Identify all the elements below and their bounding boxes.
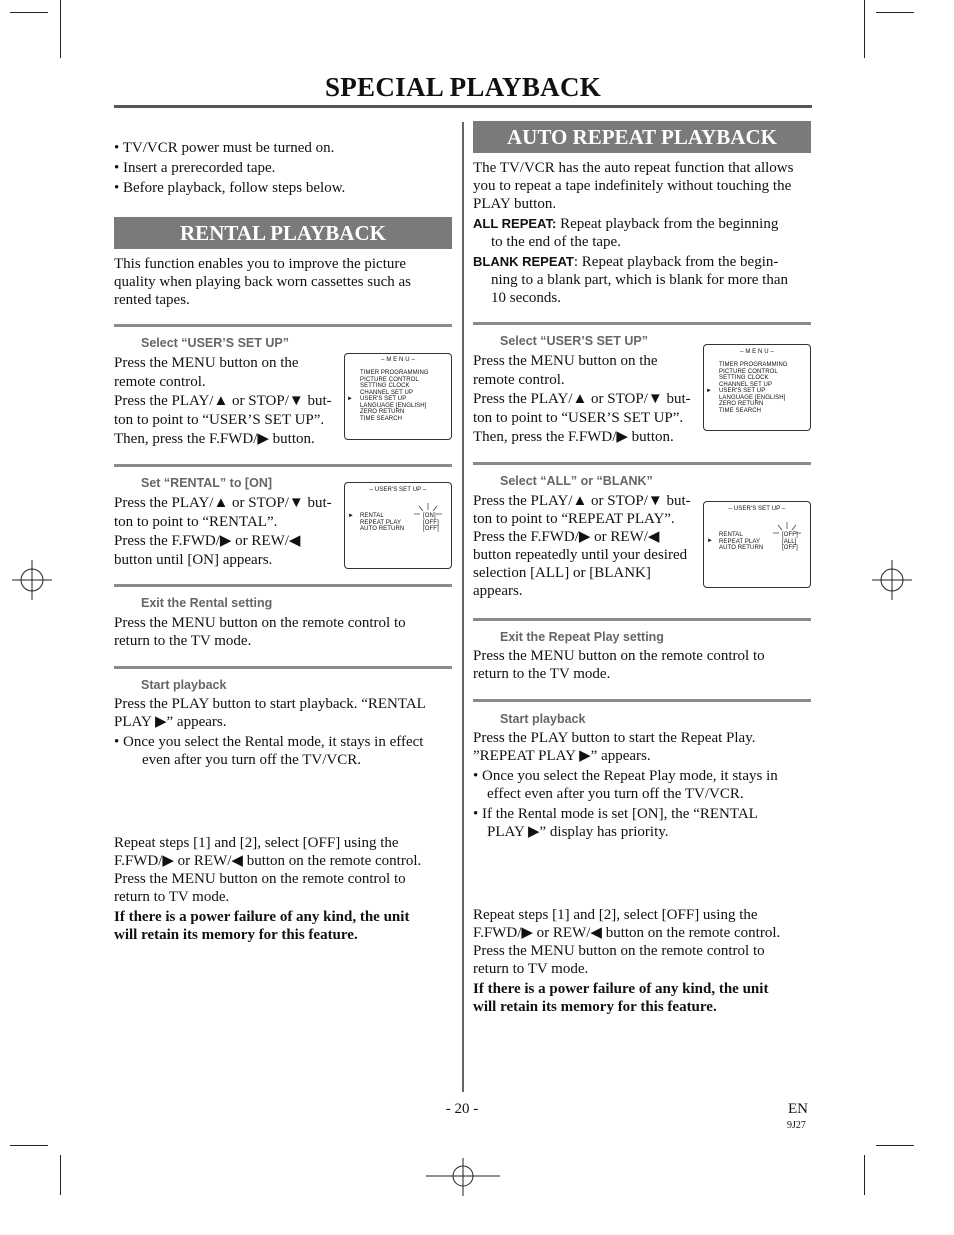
step-divider [114,584,452,587]
setup-title: – USER'S SET UP – [728,506,786,512]
setup-values: [ON] [OFF] [OFF] [423,513,439,532]
setup-values: [OFF] [ALL] [OFF] [782,532,798,551]
step-divider [114,464,452,467]
step-heading: Select “USER’S SET UP” [141,336,289,350]
setup-screen [703,501,811,588]
crop-mark [10,1145,48,1146]
setup-screen [344,482,452,569]
intro-bullets [114,138,444,198]
setup-title: – USER'S SET UP – [369,487,427,493]
step-text: Press the PLAY/▲ or STOP/▼ but- ton to point to “REPEAT PLAY”. Press the F.FWD/▶ or REW/◀ button repeatedly until your desired selection [ALL] or [BLANK] appears. [473,493,691,599]
blink-icon [413,503,443,525]
language-code: EN [788,1101,808,1117]
step-text: Press the PLAY/▲ or STOP/▼ but- ton to point to “RENTAL”. Press the F.FWD/▶ or REW/◀ button until [ON] appears. [114,495,332,568]
step-divider [114,666,452,669]
step-heading: Select “ALL” or “BLANK” [500,474,653,488]
step-divider [473,699,811,702]
crop-mark [876,1145,914,1146]
bullet-item: • TV/VCR power must be turned on. [114,140,335,156]
menu-screen [703,344,811,431]
step-text: Press the MENU button on the remote control. Press the PLAY/▲ or STOP/▼ but- ton to point to “USER’S SET UP”. Then, press the F.FWD/▶ button. [473,353,691,445]
menu-title: – M E N U – [740,349,774,355]
step-divider [473,618,811,621]
step-heading: Start playback [500,712,586,726]
step-heading: Start playback [141,678,227,692]
page-number: - 20 - [445,1101,479,1117]
step-divider [114,324,452,327]
cursor-icon: ► [706,388,713,394]
page-title: SPECIAL PLAYBACK [324,72,602,102]
cursor-icon: ► [347,396,354,402]
cancel-text: Repeat steps [1] and [2], select [OFF] using the F.FWD/▶ or REW/◀ button on the remote control. Press the MENU button on the remote control to return to TV mode. [114,835,422,905]
setup-list: RENTAL REPEAT PLAY AUTO RETURN [719,532,764,551]
menu-list: TIMER PROGRAMMING PICTURE CONTROL SETTING CLOCK CHANNEL SET UP USER'S SET UP LANGUAGE [ENGLISH] ZERO RETURN TIME SEARCH [719,362,788,414]
step-text: Press the PLAY button to start the Repeat Play. ”REPEAT PLAY ▶” appears. • Once you select the Repeat Play mode, it stays in effect even after you turn off the TV/VCR. • If the Rental mode is set [ON], the “RENTAL PLAY ▶” display has priority. [473,730,778,840]
rental-intro: This function enables you to improve the picture quality when playing back worn cassettes such as rented tapes. [114,256,412,308]
step-heading: Select “USER’S SET UP” [500,334,648,348]
all-repeat-label: ALL REPEAT: [473,216,557,231]
bullet-item: • Before playback, follow steps below. [114,180,346,196]
crop-mark [864,0,865,58]
step-heading: Set “RENTAL” to [ON] [141,476,273,490]
step-text: Press the MENU button on the remote control to return to the TV mode. [114,615,406,649]
crop-mark [60,0,61,58]
cancel-text: Repeat steps [1] and [2], select [OFF] using the F.FWD/▶ or REW/◀ button on the remote control. Press the MENU button on the remote control to return to TV mode. [473,907,781,977]
registration-mark-icon [872,560,912,600]
menu-list: TIMER PROGRAMMING PICTURE CONTROL SETTING CLOCK CHANNEL SET UP USER'S SET UP LANGUAGE [ENGLISH] ZERO RETURN TIME SEARCH [360,370,429,422]
step-text: Press the MENU button on the remote control to return to the TV mode. [473,648,765,682]
blank-repeat-def: BLANK REPEAT: Repeat playback from the begin- ning to a blank part, which is blank for more than 10 seconds. [473,254,789,306]
menu-screen [344,353,452,440]
column-divider [462,122,464,1092]
crop-mark [60,1155,61,1195]
crop-mark [876,12,914,13]
power-note: If there is a power failure of any kind, the unit will retain its memory for this feature. [473,981,769,1015]
setup-list: RENTAL REPEAT PLAY AUTO RETURN [360,513,405,532]
crop-mark [10,12,48,13]
step-text: Press the MENU button on the remote control. Press the PLAY/▲ or STOP/▼ but- ton to point to “USER’S SET UP”. Then, press the F.FWD/▶ button. [114,355,332,447]
step-heading: Exit the Repeat Play setting [500,630,664,644]
registration-mark-icon [426,1156,500,1196]
auto-repeat-intro: The TV/VCR has the auto repeat function that allows you to repeat a tape indefinitely without touching the PLAY button. [473,160,794,212]
blink-icon [772,522,802,544]
cursor-icon: ► [348,513,355,519]
all-repeat-def: ALL REPEAT: Repeat playback from the beginning to the end of the tape. [473,216,779,250]
crop-mark [864,1155,865,1195]
menu-title: – M E N U – [381,357,415,363]
title-rule [114,105,812,108]
step-text: Press the PLAY button to start playback. “RENTAL PLAY ▶” appears. • Once you select the Rental mode, it stays in effect even after you turn off the TV/VCR. [114,696,426,768]
cursor-icon: ► [707,538,714,544]
registration-mark-icon [12,560,52,600]
auto-repeat-heading: AUTO REPEAT PLAYBACK [473,121,811,153]
power-note: If there is a power failure of any kind, the unit will retain its memory for this feature. [114,909,410,943]
step-divider [473,322,811,325]
blank-repeat-label: BLANK REPEAT [473,254,574,269]
step-divider [473,462,811,465]
rental-heading: RENTAL PLAYBACK [114,217,452,249]
document-code: 9J27 [787,1120,806,1131]
step-heading: Exit the Rental setting [141,596,273,610]
bullet-item: • Insert a prerecorded tape. [114,160,276,176]
